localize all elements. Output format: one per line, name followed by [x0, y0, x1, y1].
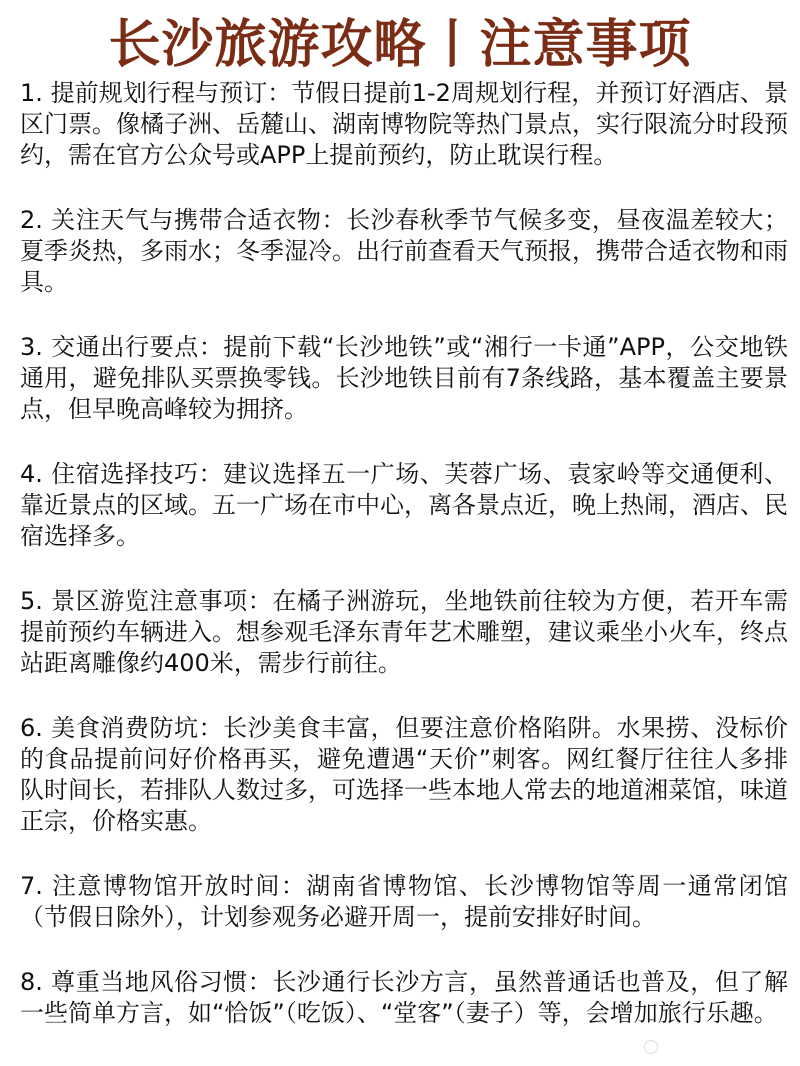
tip-item-8: 8. 尊重当地风俗习惯：长沙通行长沙方言，虽然普通话也普及，但了解一些简单方言，如“恰饭”（吃饭）、“堂客”（妻子）等，会增加旅行乐趣。	[20, 968, 788, 1027]
document-body	[20, 78, 788, 1029]
watermark-icon	[644, 1040, 658, 1054]
tip-item-1: 1. 提前规划行程与预订：节假日提前1-2周规划行程，并预订好酒店、景区门票。像橘子洲、岳麓山、湖南博物院等热门景点，实行限流分时段预约，需在官方公众号或APP上提前预约，防止耽误行程。	[20, 79, 788, 169]
page-title: 长沙旅游攻略丨注意事项	[108, 14, 692, 75]
tip-item-2: 2. 关注天气与携带合适衣物：长沙春秋季节气候多变，昼夜温差较大；夏季炎热，多雨水；冬季湿冷。出行前查看天气预报，携带合适衣物和雨具。	[20, 206, 788, 296]
tip-item-6: 6. 美食消费防坑：长沙美食丰富，但要注意价格陷阱。水果捞、没标价的食品提前问好价格再买，避免遭遇“天价”刺客。网红餐厅往往人多排队时间长，若排队人数过多，可选择一些本地人常去的地道湘菜馆，味道正宗，价格实惠。	[20, 714, 788, 835]
tip-item-4: 4. 住宿选择技巧：建议选择五一广场、芙蓉广场、袁家岭等交通便利、靠近景点的区域。五一广场在市中心，离各景点近，晚上热闹，酒店、民宿选择多。	[20, 460, 788, 550]
tip-item-3: 3. 交通出行要点：提前下载“长沙地铁”或“湘行一卡通”APP，公交地铁通用，避免排队买票换零钱。长沙地铁目前有7条线路，基本覆盖主要景点，但早晚高峰较为拥挤。	[20, 333, 788, 423]
tip-item-5: 5. 景区游览注意事项：在橘子洲游玩，坐地铁前往较为方便，若开车需提前预约车辆进入。想参观毛泽东青年艺术雕塑，建议乘坐小火车，终点站距离雕像约400米，需步行前往。	[20, 587, 788, 677]
tip-item-7: 7. 注意博物馆开放时间：湖南省博物馆、长沙博物馆等周一通常闭馆（节假日除外），计划参观务必避开周一，提前安排好时间。	[20, 872, 788, 931]
